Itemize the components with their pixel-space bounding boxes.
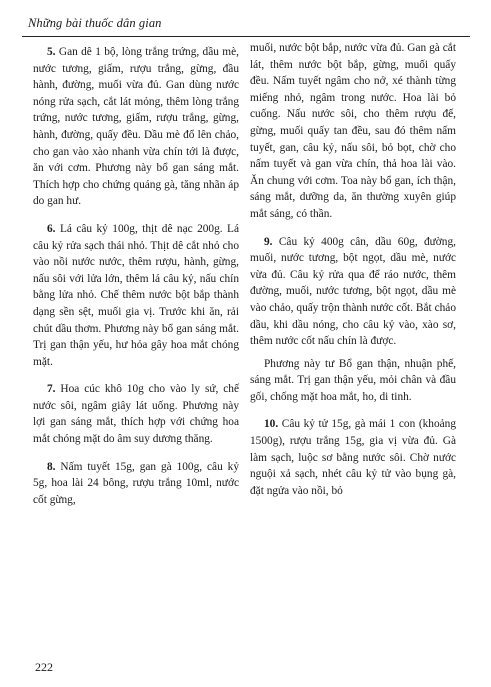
recipe-text: Phương này tư Bổ gan thận, nhuận phế, sáng mắt. Trị gan thận yếu, mỏi chân và đầu gối, chống mặt hoa mắt, ho, di tinh.	[250, 357, 456, 403]
recipe-number: 9.	[264, 235, 273, 248]
recipe-number: 5.	[47, 46, 56, 58]
recipe-8-continued	[250, 40, 456, 223]
right-column	[250, 40, 456, 510]
recipe-9	[250, 234, 456, 350]
recipe-text: Nấm tuyết 15g, gan gà 100g, câu kỷ 5g, hoa lài 24 bông, rượu trắng 10ml, nước cốt gừng,	[33, 460, 239, 506]
recipe-number: 10.	[264, 418, 279, 431]
left-column	[33, 44, 239, 519]
recipe-6	[33, 221, 239, 370]
recipe-text: Lá câu kỷ 100g, thịt dê nạc 200g. Lá câu kỷ rửa sạch thái nhỏ. Thịt dê cắt nhỏ cho vào nồi nước nước, thêm rượu, hành, gừng, nấu sôi với lửa lớn, thêm lá câu kỷ, nấu chín bằng lửa nhỏ. Chế thêm nước bột bắp thành dạng sền sệt, muối gia vị. Trước khi ăn, rải chút dầu thơm. Phương này bổ gan sáng mắt. Trị gan thận yếu, hư hỏa gây hoa mắt chóng mặt.	[33, 222, 239, 368]
recipe-number: 6.	[47, 222, 56, 235]
book-title: Những bài thuốc dân gian	[28, 16, 162, 30]
recipe-7	[33, 381, 239, 447]
recipe-10	[250, 416, 456, 499]
recipe-text: Câu kỷ 400g cân, dầu 60g, đường, muối, nước tương, bột ngọt, dầu mè, nước vừa đủ. Câu kỷ rửa qua để ráo nước, thêm đường, muối, nước tương, bột ngọt, dầu mè vào chảo, quấy trộn thành nước cốt. Bắt chảo dầu, khi dầu nóng, cho câu kỷ vào, xào sơ, thêm nước cốt nấu chín là được.	[250, 235, 456, 348]
recipe-5	[33, 44, 239, 210]
recipe-text: muối, nước bột bắp, nước vừa đủ. Gan gà cắt lát, thêm nước bột bắp, gừng, muối quấy đều. Nấm tuyết ngâm cho nở, xé thành từng miếng nhỏ, ngâm trong nước. Hoa lài bỏ cuống. Nấu nước sôi, cho thêm rượu đế, gừng, muối quấy tan đều, sau đó thêm nấm tuyết, gan, câu kỷ, nấu sôi, bỏ bọt, chờ cho nấm tuyết và gan vừa chín, thả hoa lài vào. Ăn chung với cơm. Toa này bổ gan, ích thận, sáng mắt, dưỡng da, ăn thường xuyên giúp mắt sáng, có thần.	[250, 42, 456, 220]
recipe-number: 7.	[47, 383, 56, 396]
recipe-text: Hoa cúc khô 10g cho vào ly sứ, chế nước sôi, ngâm giây lát uống. Phương này lợi gan sáng mắt, thích hợp với chứng hoa mắt chóng mặt do âm suy dương thăng.	[33, 383, 239, 446]
recipe-text: Gan dê 1 bộ, lòng trắng trứng, dầu mè, nước tương, giấm, rượu trắng, gừng, đầu hành, đường, muối vừa đủ. Gan dùng nước nóng rửa sạch, cắt lát mỏng, thêm lòng trắng trứng, nước tương, giấm, rượu trắng, gừng, hành, đường, quấy đều. Dầu mè đổ lên chảo, cho gan vào xào nhanh vừa chín tới là được, ăn với cơm. Phương này bổ gan sáng mắt. Thích hợp cho chứng quáng gà, tăng nhãn áp do gan hư.	[33, 46, 239, 208]
recipe-8	[33, 459, 239, 509]
running-header	[22, 12, 470, 37]
recipe-9-note	[250, 356, 456, 406]
recipe-text: Câu kỷ tử 15g, gà mái 1 con (khoảng 1500g), rượu trắng 15g, gia vị vừa đủ. Gà làm sạch, luộc sơ bằng nước sôi. Chờ nước nguội xả sạch, nhét câu kỷ tử vào bụng gà, đặt ngửa vào nồi, bỏ	[250, 418, 456, 497]
recipe-number: 8.	[47, 460, 56, 473]
page-number: 222	[35, 660, 53, 674]
